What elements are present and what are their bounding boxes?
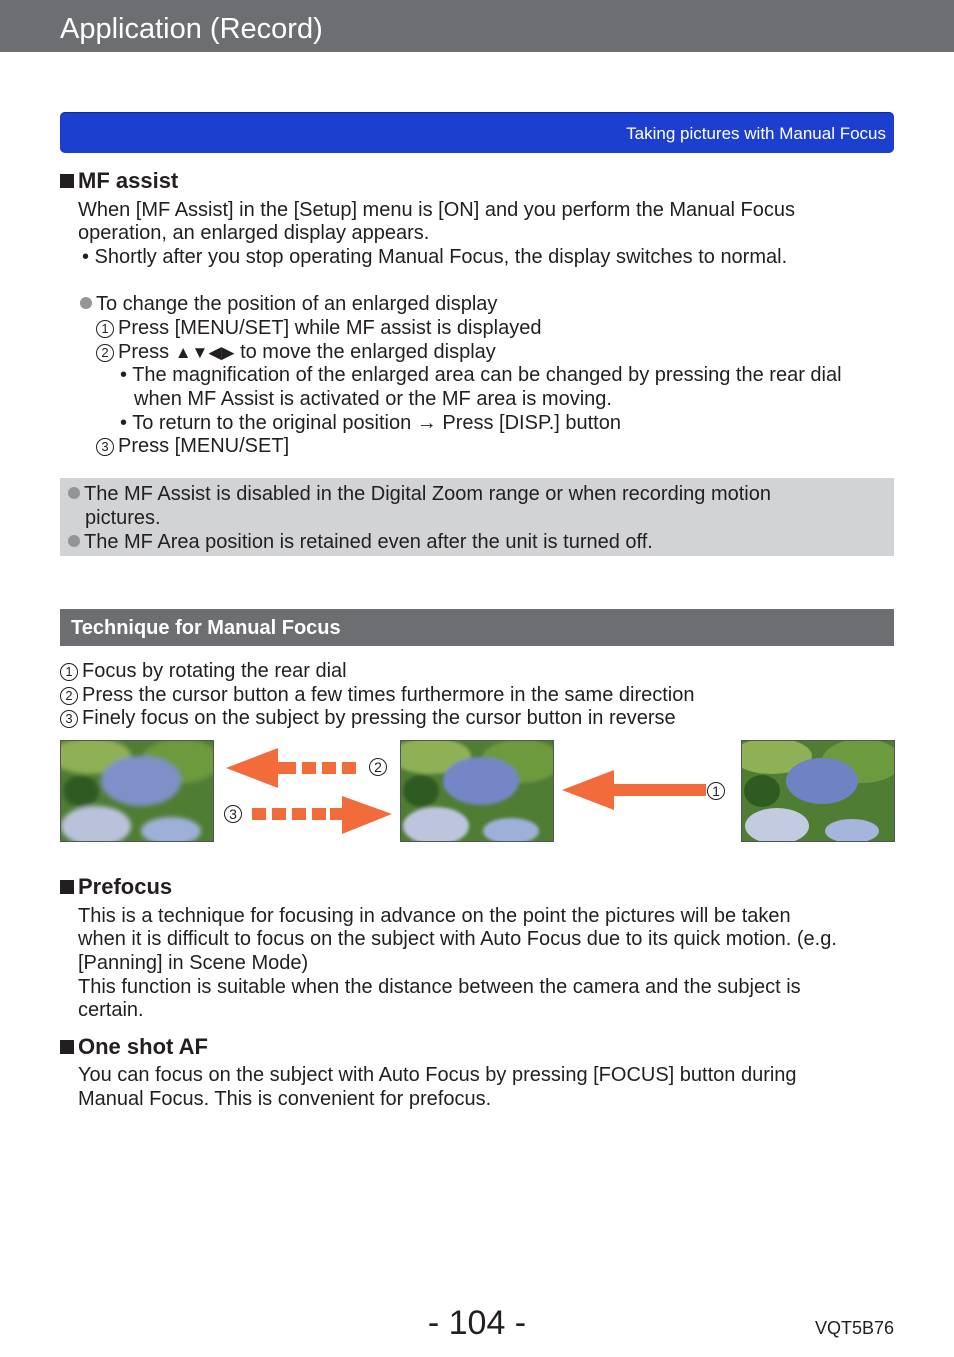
note-1-line-1: The MF Assist is disabled in the Digital Zoom range or when recording motion [68,482,771,506]
circled-number-icon: 2 [60,687,78,705]
prefocus-text-1: This is a technique for focusing in advance on the point the pictures will be taken [78,905,791,927]
dot-bullet-icon [68,487,80,499]
change-step-1: 1 Press [MENU/SET] while MF assist is displayed [96,316,541,340]
circled-number-icon: 1 [96,320,114,338]
change-position-heading: To change the position of an enlarged display [80,292,497,316]
square-bullet-icon [60,1040,74,1054]
note-1-line-2: pictures. [85,507,161,529]
dot-bullet-icon [68,535,80,547]
one-shot-af-heading: One shot AF [60,1034,208,1060]
change-step-3: 3 Press [MENU/SET] [96,434,289,458]
dashed-arrow-right-icon [342,796,392,834]
arrow-label-1 [707,779,729,803]
change-sub-note-2: • To return to the original position → Press [DISP.] button [120,412,621,434]
prefocus-text-4: This function is suitable when the distance between the camera and the subject is [78,976,801,998]
change-step-2: 2 Press ▲▼◀▶ to move the enlarged display [96,340,496,365]
solid-arrow-left-icon [562,770,614,810]
circled-number-icon: 2 [369,758,387,776]
section-tab-label: Taking pictures with Manual Focus [626,124,886,143]
dashed-arrow-left-icon [226,748,278,788]
technique-step-2: 2 Press the cursor button a few times furthermore in the same direction [60,683,695,707]
prefocus-text-2: when it is difficult to focus on the subject with Auto Focus due to its quick motion. (e.g. [78,928,837,950]
one-shot-af-text-1: You can focus on the subject with Auto Focus by pressing [FOCUS] button during [78,1064,797,1086]
prefocus-text-5: certain. [78,999,144,1021]
dot-bullet-icon [80,297,92,309]
mf-assist-text-1: When [MF Assist] in the [Setup] menu is [ON] and you perform the Manual Focus [78,199,795,221]
section-tab [60,112,894,153]
hydrangea-photo-blurred [60,740,214,842]
circled-number-icon: 3 [60,710,78,728]
mf-assist-text-2: operation, an enlarged display appears. [78,222,430,244]
circled-number-icon: 1 [60,663,78,681]
top-header-bar [0,0,954,52]
circled-number-icon: 1 [707,782,725,800]
one-shot-af-text-2: Manual Focus. This is convenient for prefocus. [78,1088,492,1110]
hydrangea-photo-focused [741,740,895,842]
technique-step-3: 3 Finely focus on the subject by pressing the cursor button in reverse [60,706,676,730]
circled-number-icon: 2 [96,344,114,362]
mf-assist-heading: MF assist [60,168,178,194]
circled-number-icon: 3 [96,438,114,456]
prefocus-text-3: [Panning] in Scene Mode) [78,952,309,974]
hydrangea-photo-overfocused [400,740,554,842]
arrow-label-3 [224,802,246,826]
page-title: Application (Record) [60,13,323,45]
cursor-arrows-icon: ▲▼◀▶ [174,343,235,362]
arrow-label-2 [369,755,391,779]
prefocus-heading: Prefocus [60,874,172,900]
technique-section-bar [60,609,894,646]
circled-number-icon: 3 [224,805,242,823]
note-2: The MF Area position is retained even after the unit is turned off. [68,530,653,554]
focus-arrow-solid [560,768,710,812]
notes-box [60,478,894,556]
square-bullet-icon [60,174,74,188]
page-number: - 104 - [427,1304,527,1342]
change-sub-note-1a: • The magnification of the enlarged area can be changed by pressing the rear dial [120,364,842,386]
square-bullet-icon [60,880,74,894]
document-code: VQT5B76 [814,1318,894,1338]
technique-title: Technique for Manual Focus [71,617,341,639]
mf-assist-note: • Shortly after you stop operating Manual Focus, the display switches to normal. [82,246,788,268]
technique-step-1: 1 Focus by rotating the rear dial [60,659,347,683]
change-sub-note-1b: when MF Assist is activated or the MF area is moving. [134,388,612,410]
